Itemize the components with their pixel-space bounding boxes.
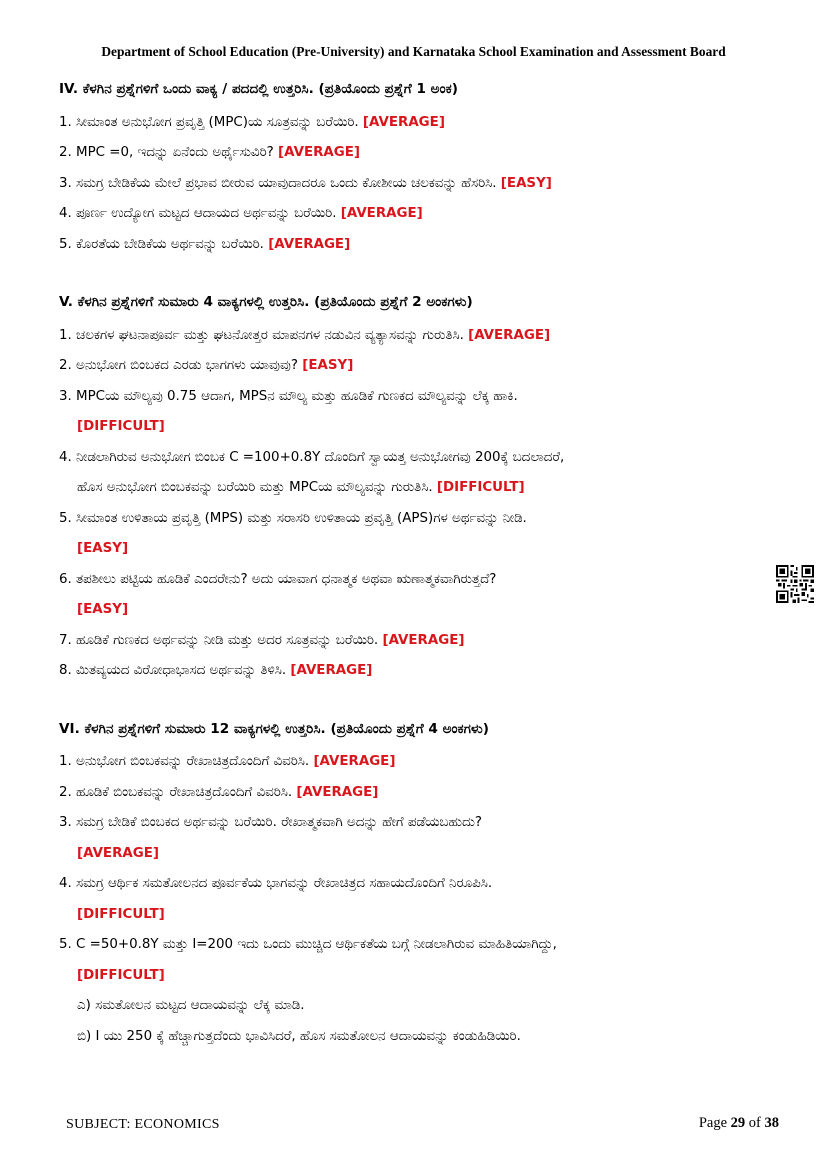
- question-item: 6. ತಪಶೀಲು ಪಟ್ಟಿಯ ಹೂಡಿಕೆ ಎಂದರೇನು? ಅದು ಯಾವಾಗ ಧನಾತ್ಮಕ ಅಥವಾ ಋಣಾತ್ಮಕವಾಗಿರುತ್ತದೆ?: [59, 571, 497, 587]
- difficulty-tag: [EASY]: [500, 175, 552, 191]
- difficulty-tag: [AVERAGE]: [296, 784, 379, 800]
- question-tag-line: [59, 839, 784, 870]
- difficulty-tag: [AVERAGE]: [468, 327, 551, 343]
- question-item: 2. ಅನುಭೋಗ ಬಿಂಬಕದ ಎರಡು ಭಾಗಗಳು ಯಾವುವು? [EASY]: [59, 358, 354, 373]
- question-tag-line: [59, 595, 784, 626]
- sub-question: ಎ) ಸಮತೋಲನ ಮಟ್ಟದ ಆದಾಯವನ್ನು ಲೆಕ್ಕ ಮಾಡಿ.: [77, 998, 305, 1013]
- question-item: 2. ಹೂಡಿಕೆ ಬಿಂಬಕವನ್ನು ರೇಖಾಚಿತ್ರದೊಂದಿಗೆ ವಿವರಿಸಿ. [AVERAGE]: [59, 784, 379, 800]
- question-continuation: ಹೊಸ ಅನುಭೋಗ ಬಿಂಬಕವನ್ನು ಬರೆಯಿರಿ ಮತ್ತು MPCಯ ಮೌಲ್ಯವನ್ನು ಗುರುತಿಸಿ. [DIFFICULT]: [77, 480, 525, 495]
- question-tag-line: [59, 961, 784, 992]
- question-tag-line: [59, 900, 784, 931]
- difficulty-tag: [DIFFICULT]: [77, 906, 165, 922]
- page-number: Page 29 of 38: [698, 1115, 779, 1131]
- question-item: 5. C =50+0.8Y ಮತ್ತು I=200 ಇದು ಒಂದು ಮುಚ್ಚಿದ ಆರ್ಥಿಕತೆಯ ಬಗ್ಗೆ ನೀಡಲಾಗಿರುವ ಮಾಹಿತಿಯಾಗಿದ್ದು,: [59, 937, 557, 952]
- qr-code-icon: [776, 565, 814, 603]
- question-item: 5. ಸೀಮಾಂತ ಉಳಿತಾಯ ಪ್ರವೃತ್ತಿ (MPS) ಮತ್ತು ಸರಾಸರಿ ಉಳಿತಾಯ ಪ್ರವೃತ್ತಿ (APS)ಗಳ ಅರ್ಥವನ್ನು ನೀಡಿ.: [59, 510, 527, 526]
- page-header: Department of School Education (Pre-University) and Karnataka School Examination and Assessment Board: [101, 44, 726, 59]
- question-item: 7. ಹೂಡಿಕೆ ಗುಣಕದ ಅರ್ಥವನ್ನು ನೀಡಿ ಮತ್ತು ಅದರ ಸೂತ್ರವನ್ನು ಬರೆಯಿರಿ. [AVERAGE]: [59, 632, 465, 648]
- sub-question: ಬಿ) I ಯು 250 ಕ್ಕೆ ಹೆಚ್ಚಾಗುತ್ತದೆಂದು ಭಾವಿಸಿದರೆ, ಹೊಸ ಸಮತೋಲನ ಆದಾಯವನ್ನು ಕಂಡುಹಿಡಿಯಿರಿ.: [77, 1028, 521, 1044]
- difficulty-tag: [AVERAGE]: [340, 206, 423, 221]
- difficulty-tag: [AVERAGE]: [77, 845, 160, 861]
- difficulty-tag: [AVERAGE]: [382, 632, 465, 648]
- question-item: 4. ನೀಡಲಾಗಿರುವ ಅನುಭೋಗ ಬಿಂಬಕ C =100+0.8Y ದೊಂದಿಗೆ ಸ್ವಾಯತ್ತ ಅನುಭೋಗವು 200ಕ್ಕೆ ಬದಲಾದರೆ,: [59, 449, 565, 465]
- difficulty-tag: [EASY]: [77, 541, 129, 556]
- question-item: 1. ಸೀಮಾಂತ ಅನುಭೋಗ ಪ್ರವೃತ್ತಿ (MPC)ಯ ಸೂತ್ರವನ್ನು ಬರೆಯಿರಿ. [AVERAGE]: [59, 114, 445, 130]
- difficulty-tag: [AVERAGE]: [290, 663, 373, 678]
- question-item: 1. ಚಲಕಗಳ ಘಟನಾಪೂರ್ವ ಮತ್ತು ಘಟನೋತ್ತರ ಮಾಪನಗಳ ನಡುವಿನ ವ್ಯತ್ಯಾಸವನ್ನು ಗುರುತಿಸಿ. [AVERAGE]: [59, 327, 551, 343]
- difficulty-tag: [DIFFICULT]: [436, 480, 525, 495]
- question-content: [59, 77, 784, 1052]
- question-item: 2. MPC =0, ಇದನ್ನು ಏನೆಂದು ಅರ್ಥೈಸುವಿರಿ? [AVERAGE]: [59, 145, 361, 160]
- question-item: 3. MPCಯ ಮೌಲ್ಯವು 0.75 ಆದಾಗ, MPSನ ಮೌಲ್ಯ ಮತ್ತು ಹೂಡಿಕೆ ಗುಣಕದ ಮೌಲ್ಯವನ್ನು ಲೆಕ್ಕ ಹಾಕಿ.: [59, 388, 518, 404]
- question-tag-line: [59, 412, 784, 443]
- difficulty-tag: [AVERAGE]: [362, 114, 445, 130]
- question-item: 3. ಸಮಗ್ರ ಬೇಡಿಕೆ ಬಿಂಬಕದ ಅರ್ಥವನ್ನು ಬರೆಯಿರಿ. ರೇಖಾತ್ಮಕವಾಗಿ ಅದನ್ನು ಹೇಗೆ ಪಡೆಯಬಹುದು?: [59, 815, 483, 830]
- question-tag-line: [59, 534, 784, 565]
- difficulty-tag: [AVERAGE]: [313, 754, 396, 769]
- difficulty-tag: [AVERAGE]: [268, 236, 351, 252]
- difficulty-tag: [DIFFICULT]: [77, 967, 165, 983]
- difficulty-tag: [EASY]: [77, 602, 129, 617]
- question-item: 4. ಸಮಗ್ರ ಆರ್ಥಿಕ ಸಮತೋಲನದ ಪೂರ್ವಕೆಯ ಭಾಗವನ್ನು ರೇಖಾಚಿತ್ರದ ಸಹಾಯದೊಂದಿಗೆ ನಿರೂಪಿಸಿ.: [59, 876, 493, 891]
- section-title: V. ಕೆಳಗಿನ ಪ್ರಶ್ನೆಗಳಿಗೆ ಸುಮಾರು 4 ವಾಕ್ಯಗಳಲ್ಲಿ ಉತ್ತರಿಸಿ. (ಪ್ರತಿಯೊಂದು ಪ್ರಶ್ನೆಗೆ 2 ಅಂಕಗಳು): [59, 294, 473, 310]
- question-item: 5. ಕೊರತೆಯ ಬೇಡಿಕೆಯ ಅರ್ಥವನ್ನು ಬರೆಯಿರಿ. [AVERAGE]: [59, 236, 351, 252]
- question-item: 8. ಮಿತವ್ಯಯದ ವಿರೋಧಾಭಾಸದ ಅರ್ಥವನ್ನು ತಿಳಿಸಿ. [AVERAGE]: [59, 663, 373, 678]
- subject-label: SUBJECT: ECONOMICS: [66, 1117, 220, 1132]
- difficulty-tag: [EASY]: [302, 358, 354, 373]
- difficulty-tag: [AVERAGE]: [278, 145, 361, 160]
- section-title: IV. ಕೆಳಗಿನ ಪ್ರಶ್ನೆಗಳಿಗೆ ಒಂದು ವಾಕ್ಯ / ಪದದಲ್ಲಿ ಉತ್ತರಿಸಿ. (ಪ್ರತಿಯೊಂದು ಪ್ರಶ್ನೆಗೆ 1 ಅಂಕ): [59, 81, 458, 97]
- question-item: 3. ಸಮಗ್ರ ಬೇಡಿಕೆಯ ಮೇಲೆ ಪ್ರಭಾವ ಬೀರುವ ಯಾವುದಾದರೂ ಒಂದು ಕೋಶೀಯ ಚಲಕವನ್ನು ಹೆಸರಿಸಿ. [EASY]: [59, 175, 552, 191]
- difficulty-tag: [DIFFICULT]: [77, 419, 165, 434]
- question-item: 1. ಅನುಭೋಗ ಬಿಂಬಕವನ್ನು ರೇಖಾಚಿತ್ರದೊಂದಿಗೆ ವಿವರಿಸಿ. [AVERAGE]: [59, 754, 396, 769]
- section-title: VI. ಕೆಳಗಿನ ಪ್ರಶ್ನೆಗಳಿಗೆ ಸುಮಾರು 12 ವಾಕ್ಯಗಳಲ್ಲಿ ಉತ್ತರಿಸಿ. (ಪ್ರತಿಯೊಂದು ಪ್ರಶ್ನೆಗೆ 4 ಅಂಕಗಳು): [59, 720, 489, 737]
- question-item: 4. ಪೂರ್ಣ ಉದ್ಯೋಗ ಮಟ್ಟದ ಆದಾಯದ ಅರ್ಥವನ್ನು ಬರೆಯಿರಿ. [AVERAGE]: [59, 206, 423, 221]
